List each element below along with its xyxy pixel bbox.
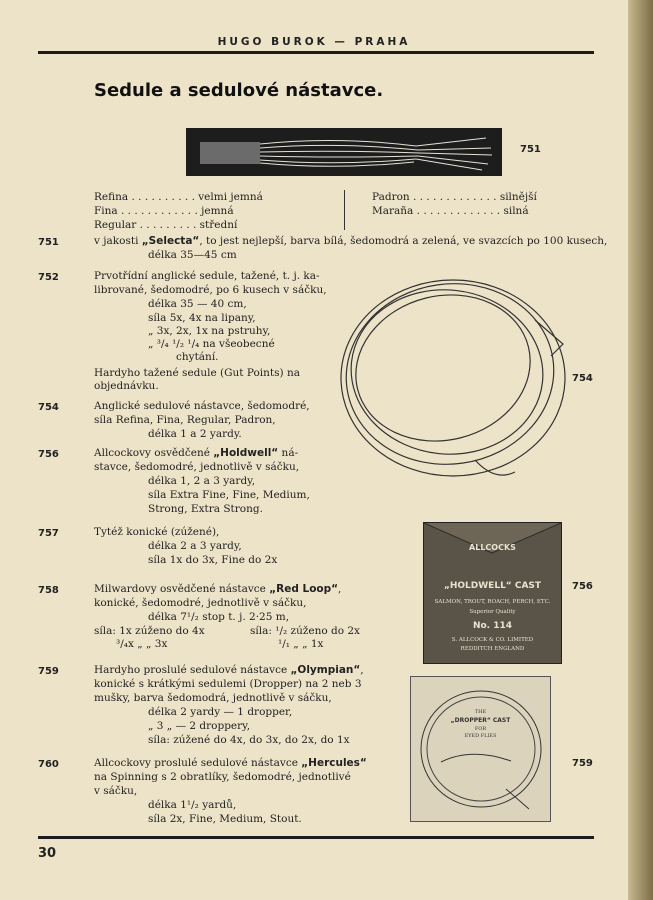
item-text: chytání.	[176, 351, 219, 363]
item-text: ³/₄x „ „ 3x	[116, 638, 168, 650]
grade-row: Maraña . . . . . . . . . . . . . silná	[372, 205, 529, 217]
item-text: na Spinning s 2 obratlíky, šedomodré, jednotlivé	[94, 771, 351, 783]
item-number: 757	[38, 528, 59, 539]
item-number: 760	[38, 759, 59, 770]
item-text: librované, šedomodré, po 6 kusech v sáčku,	[94, 284, 327, 296]
section-title: Sedule a sedulové nástavce.	[94, 80, 384, 101]
coiled-cast-drawing	[325, 260, 575, 500]
fig-label-751: 751	[520, 144, 541, 155]
packet-number: No. 114	[472, 621, 513, 631]
packet-text: REDDITCH ENGLAND	[460, 646, 525, 652]
item-text: délka 2 a 3 yardy,	[148, 540, 242, 552]
card-text: FOR	[474, 726, 487, 732]
item-text: délka 35—45 cm	[148, 249, 237, 261]
item-text: objednávku.	[94, 380, 159, 392]
card-text: THE	[474, 709, 487, 715]
grade-name: Refina	[94, 191, 129, 203]
item-text: délka 1 a 2 yardy.	[148, 428, 242, 440]
gut-bundle-drawing	[186, 128, 502, 176]
book-spine	[628, 0, 653, 900]
item-text: „ 3x, 2x, 1x na pstruhy,	[148, 325, 271, 337]
item-text: Allcockovy proslulé sedulové nástavce „Hercules“	[94, 757, 367, 769]
item-number: 751	[38, 237, 59, 248]
gut-bundle-image	[186, 128, 502, 176]
packet-text: SALMON, TROUT, ROACH, PERCH, ETC.	[434, 599, 551, 605]
packet-text: S. ALLCOCK & CO. LIMITED	[451, 637, 534, 643]
item-text: délka 35 — 40 cm,	[148, 298, 247, 310]
item-text: konické, šedomodré, jednotlivě v sáčku,	[94, 597, 307, 609]
grades-divider	[344, 190, 345, 230]
grade-row: Regular . . . . . . . . . střední	[94, 219, 238, 231]
grade-name: Padron	[372, 191, 410, 203]
grade-value: střední	[199, 219, 238, 231]
item-text: síla 2x, Fine, Medium, Stout.	[148, 813, 302, 825]
grade-name: Maraña	[372, 205, 414, 217]
fig-label-754: 754	[572, 373, 593, 384]
grade-value: silnější	[499, 191, 537, 203]
header-rule	[38, 51, 594, 54]
item-number: 754	[38, 402, 59, 413]
item-text: Prvotřídní anglické sedule, tažené, t. j. ka-	[94, 270, 320, 282]
footer-rule	[38, 836, 594, 839]
item-text: Allcockovy osvědčené „Holdwell“ ná-	[94, 447, 299, 459]
item-text: síla Refina, Fina, Regular, Padron,	[94, 414, 276, 426]
packet-text: Superior Quality	[469, 609, 516, 615]
grade-value: jemná	[201, 205, 234, 217]
item-text: ¹/₁ „ „ 1x	[278, 638, 324, 650]
item-text: délka 1, 2 a 3 yardy,	[148, 475, 256, 487]
item-text: v jakosti „Selecta“, to jest nejlepší, barva bílá, šedomodrá a zelená, ve svazcích po 100 kusech,	[94, 235, 608, 247]
item-number: 756	[38, 449, 59, 460]
item-text: délka 7¹/₂ stop t. j. 2·25 m,	[148, 611, 290, 623]
page-header: HUGO BUROK — PRAHA	[217, 36, 411, 48]
grade-name: Fina	[94, 205, 118, 217]
item-text: Tytéž konické (zúžené),	[94, 526, 220, 538]
fig-label-759: 759	[572, 758, 593, 769]
item-text: síla 5x, 4x na lipany,	[148, 312, 256, 324]
holdwell-packet-image	[423, 522, 562, 664]
item-text: síla: ¹/₂ zúženo do 2x	[250, 625, 360, 637]
item-text: délka 1¹/₂ yardů,	[148, 799, 237, 811]
item-number: 758	[38, 585, 59, 596]
item-text: Hardyho proslulé sedulové nástavce „Olympian“,	[94, 664, 364, 676]
dropper-cast-card-image	[410, 676, 551, 822]
item-text: síla Extra Fine, Fine, Medium,	[148, 489, 310, 501]
grade-name: Regular	[94, 219, 137, 231]
packet-cast: „HOLDWELL“ CAST	[443, 581, 542, 591]
grade-row: Fina . . . . . . . . . . . . jemná	[94, 205, 234, 217]
item-text: Strong, Extra Strong.	[148, 503, 263, 515]
item-text: Hardyho tažené sedule (Gut Points) na	[94, 367, 300, 379]
card-text: „DROPPER“ CAST	[450, 717, 511, 724]
item-text: konické s krátkými sedulemi (Dropper) na 2 neb 3	[94, 678, 362, 690]
page-number: 30	[38, 846, 57, 861]
grade-value: velmi jemná	[198, 191, 263, 203]
packet-brand: ALLCOCKS	[469, 543, 516, 552]
card-text: EYED FLIES	[464, 733, 497, 739]
item-text: „ 3 „ — 2 droppery,	[148, 720, 251, 732]
item-text: Anglické sedulové nástavce, šedomodré,	[94, 400, 310, 412]
item-text: Milwardovy osvědčené nástavce „Red Loop“,	[94, 583, 342, 595]
item-text: síla: zúžené do 4x, do 3x, do 2x, do 1x	[148, 734, 350, 746]
item-text: „ ³/₄ ¹/₂ ¹/₄ na všeobecné	[148, 338, 275, 350]
item-text: délka 2 yardy — 1 dropper,	[148, 706, 293, 718]
grade-row: Padron . . . . . . . . . . . . . silnější	[372, 191, 537, 203]
item-text: síla 1x do 3x, Fine do 2x	[148, 554, 278, 566]
item-text: v sáčku,	[94, 785, 138, 797]
item-text: mušky, barva šedomodrá, jednotlivě v sáčku,	[94, 692, 332, 704]
item-text: stavce, šedomodré, jednotlivě v sáčku,	[94, 461, 300, 473]
item-number: 752	[38, 272, 59, 283]
fig-label-756: 756	[572, 581, 593, 592]
grade-row: Refina . . . . . . . . . . velmi jemná	[94, 191, 263, 203]
grade-value: silná	[503, 205, 529, 217]
item-text: síla: 1x zúženo do 4x	[94, 625, 205, 637]
item-number: 759	[38, 666, 59, 677]
